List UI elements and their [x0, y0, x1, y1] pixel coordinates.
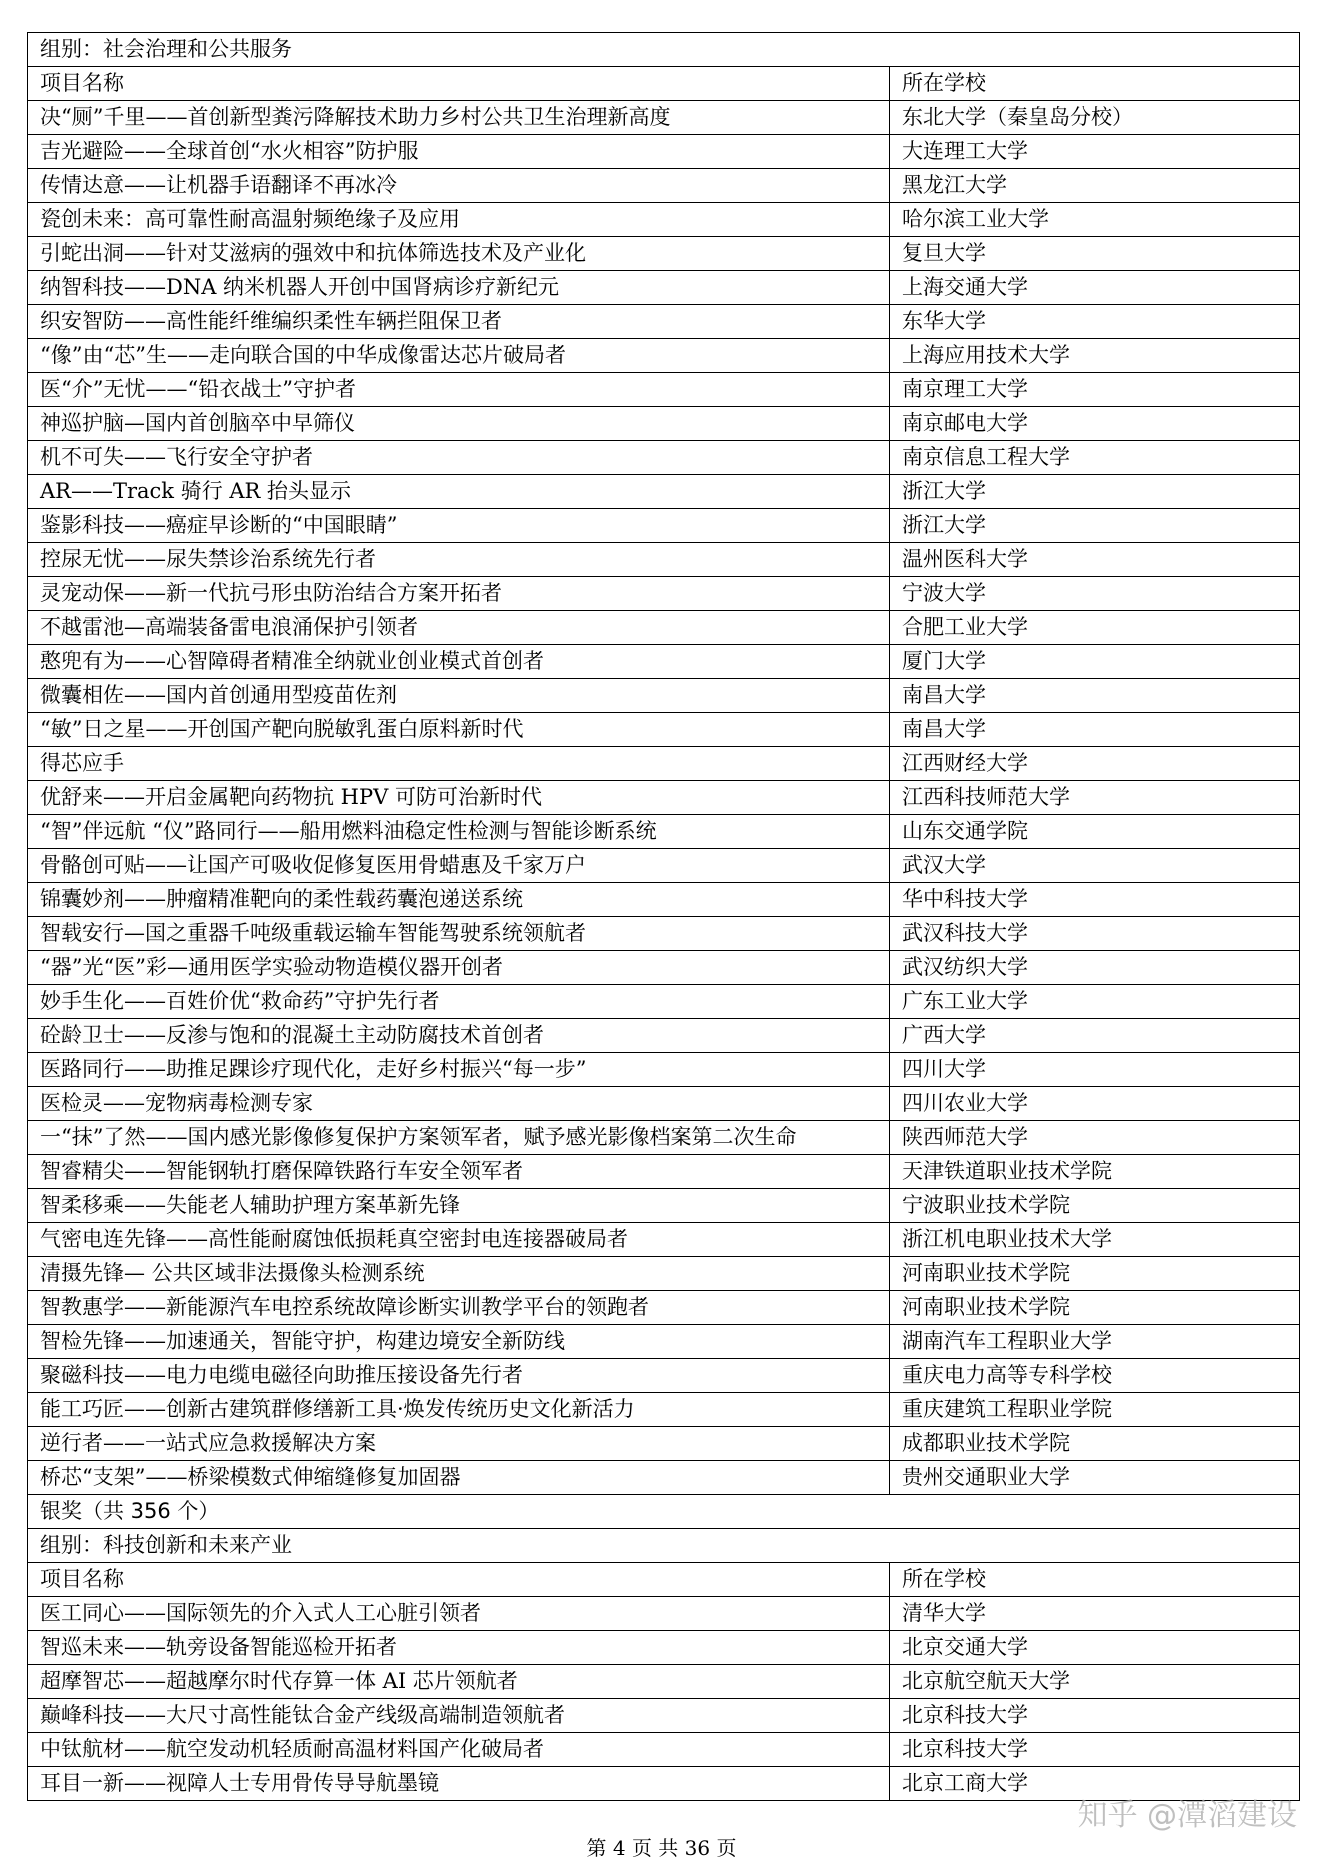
- project-name-cell: 医工同心——国际领先的介入式人工心脏引领者: [28, 1597, 890, 1631]
- school-name-cell: 南京理工大学: [890, 373, 1300, 407]
- school-name-cell: 宁波大学: [890, 577, 1300, 611]
- school-name-cell: 广东工业大学: [890, 985, 1300, 1019]
- school-name-cell: 山东交通学院: [890, 815, 1300, 849]
- project-name-cell: 控尿无忧——尿失禁诊治系统先行者: [28, 543, 890, 577]
- table-row: [28, 883, 1300, 917]
- table-row: [28, 917, 1300, 951]
- project-name-cell: 气密电连先锋——高性能耐腐蚀低损耗真空密封电连接器破局者: [28, 1223, 890, 1257]
- table-row: [28, 747, 1300, 781]
- school-name-cell: 河南职业技术学院: [890, 1291, 1300, 1325]
- school-name-cell: 北京工商大学: [890, 1767, 1300, 1801]
- table-row: [28, 577, 1300, 611]
- school-name-cell: 陕西师范大学: [890, 1121, 1300, 1155]
- table-row: [28, 679, 1300, 713]
- project-name-cell: “像”由“芯”生——走向联合国的中华成像雷达芯片破局者: [28, 339, 890, 373]
- project-name-cell: “智”伴远航 “仪”路同行——船用燃料油稳定性检测与智能诊断系统: [28, 815, 890, 849]
- table-row: [28, 1053, 1300, 1087]
- table-row: [28, 1223, 1300, 1257]
- page-number-footer: 第 4 页 共 36 页: [586, 1836, 737, 1860]
- project-name-cell: AR——Track 骑行 AR 抬头显示: [28, 475, 890, 509]
- school-name-cell: 大连理工大学: [890, 135, 1300, 169]
- project-name-cell: 医路同行——助推足踝诊疗现代化，走好乡村振兴“每一步”: [28, 1053, 890, 1087]
- table-row: [28, 1121, 1300, 1155]
- project-name-cell: 憨兜有为——心智障碍者精准全纳就业创业模式首创者: [28, 645, 890, 679]
- table-row: [28, 1631, 1300, 1665]
- table-row: [28, 237, 1300, 271]
- school-name-cell: 南昌大学: [890, 679, 1300, 713]
- award-list-page: [27, 32, 1299, 1801]
- project-name-cell: 智载安行—国之重器千吨级重载运输车智能驾驶系统领航者: [28, 917, 890, 951]
- table-row: [28, 101, 1300, 135]
- column-header-school: 所在学校: [890, 67, 1300, 101]
- table-row: [28, 169, 1300, 203]
- project-name-cell: 微囊相佐——国内首创通用型疫苗佐剂: [28, 679, 890, 713]
- table-row: [28, 1189, 1300, 1223]
- table-row: [28, 1257, 1300, 1291]
- group-label: 组别：社会治理和公共服务: [28, 33, 1300, 67]
- table-row: [28, 407, 1300, 441]
- project-name-cell: 耳目一新——视障人士专用骨传导导航墨镜: [28, 1767, 890, 1801]
- school-name-cell: 哈尔滨工业大学: [890, 203, 1300, 237]
- project-name-cell: 机不可失——飞行安全守护者: [28, 441, 890, 475]
- table-row: [28, 339, 1300, 373]
- table-row: [28, 611, 1300, 645]
- table-row: [28, 1155, 1300, 1189]
- project-name-cell: 超摩智芯——超越摩尔时代存算一体 AI 芯片领航者: [28, 1665, 890, 1699]
- school-name-cell: 黑龙江大学: [890, 169, 1300, 203]
- school-name-cell: 温州医科大学: [890, 543, 1300, 577]
- project-name-cell: 织安智防——高性能纤维编织柔性车辆拦阻保卫者: [28, 305, 890, 339]
- project-name-cell: 智教惠学——新能源汽车电控系统故障诊断实训教学平台的领跑者: [28, 1291, 890, 1325]
- table-row: [28, 815, 1300, 849]
- project-name-cell: 一“抹”了然——国内感光影像修复保护方案领军者，赋予感光影像档案第二次生命: [28, 1121, 890, 1155]
- school-name-cell: 上海应用技术大学: [890, 339, 1300, 373]
- school-name-cell: 厦门大学: [890, 645, 1300, 679]
- school-name-cell: 南京邮电大学: [890, 407, 1300, 441]
- school-name-cell: 清华大学: [890, 1597, 1300, 1631]
- group-row-social-governance: [28, 33, 1300, 67]
- table-row: [28, 1733, 1300, 1767]
- project-name-cell: 吉光避险——全球首创“水火相容”防护服: [28, 135, 890, 169]
- school-name-cell: 东北大学（秦皇岛分校）: [890, 101, 1300, 135]
- table-row: [28, 951, 1300, 985]
- school-name-cell: 广西大学: [890, 1019, 1300, 1053]
- project-name-cell: 医“介”无忧——“铅衣战士”守护者: [28, 373, 890, 407]
- project-name-cell: 智巡未来——轨旁设备智能巡检开拓者: [28, 1631, 890, 1665]
- school-name-cell: 上海交通大学: [890, 271, 1300, 305]
- project-name-cell: 砼龄卫士——反渗与饱和的混凝土主动防腐技术首创者: [28, 1019, 890, 1053]
- table-row: [28, 985, 1300, 1019]
- table-row: [28, 713, 1300, 747]
- watermark: 知乎 @潭滔建设: [1077, 1798, 1297, 1833]
- column-header-project: 项目名称: [28, 1563, 890, 1597]
- group-row-tech-innovation: [28, 1529, 1300, 1563]
- school-name-cell: 东华大学: [890, 305, 1300, 339]
- school-name-cell: 南京信息工程大学: [890, 441, 1300, 475]
- school-name-cell: 四川大学: [890, 1053, 1300, 1087]
- project-name-cell: 智检先锋——加速通关，智能守护，构建边境安全新防线: [28, 1325, 890, 1359]
- project-name-cell: 纳智科技——DNA 纳米机器人开创中国肾病诊疗新纪元: [28, 271, 890, 305]
- table-row: [28, 645, 1300, 679]
- table-row: [28, 1019, 1300, 1053]
- table-row: [28, 1699, 1300, 1733]
- table-row: [28, 1291, 1300, 1325]
- school-name-cell: 北京科技大学: [890, 1699, 1300, 1733]
- school-name-cell: 江西财经大学: [890, 747, 1300, 781]
- project-name-cell: 医检灵——宠物病毒检测专家: [28, 1087, 890, 1121]
- school-name-cell: 成都职业技术学院: [890, 1427, 1300, 1461]
- school-name-cell: 浙江大学: [890, 475, 1300, 509]
- table-row: [28, 1597, 1300, 1631]
- table-row: [28, 781, 1300, 815]
- project-name-cell: 能工巧匠——创新古建筑群修缮新工具·焕发传统历史文化新活力: [28, 1393, 890, 1427]
- table-row: [28, 509, 1300, 543]
- column-header-project: 项目名称: [28, 67, 890, 101]
- table-row: [28, 203, 1300, 237]
- school-name-cell: 北京航空航天大学: [890, 1665, 1300, 1699]
- school-name-cell: 贵州交通职业大学: [890, 1461, 1300, 1495]
- project-name-cell: 决“厕”千里——首创新型粪污降解技术助力乡村公共卫生治理新高度: [28, 101, 890, 135]
- project-name-cell: 逆行者——一站式应急救援解决方案: [28, 1427, 890, 1461]
- project-name-cell: 智柔移乘——失能老人辅助护理方案革新先锋: [28, 1189, 890, 1223]
- school-name-cell: 武汉纺织大学: [890, 951, 1300, 985]
- table-row: [28, 135, 1300, 169]
- school-name-cell: 南昌大学: [890, 713, 1300, 747]
- project-name-cell: “器”光“医”彩—通用医学实验动物造模仪器开创者: [28, 951, 890, 985]
- project-name-cell: “敏”日之星——开创国产靶向脱敏乳蛋白原料新时代: [28, 713, 890, 747]
- school-name-cell: 北京科技大学: [890, 1733, 1300, 1767]
- school-name-cell: 湖南汽车工程职业大学: [890, 1325, 1300, 1359]
- table-row: [28, 1393, 1300, 1427]
- project-name-cell: 传情达意——让机器手语翻译不再冰冷: [28, 169, 890, 203]
- school-name-cell: 武汉科技大学: [890, 917, 1300, 951]
- table-row: [28, 271, 1300, 305]
- school-name-cell: 四川农业大学: [890, 1087, 1300, 1121]
- project-name-cell: 鉴影科技——癌症早诊断的“中国眼睛”: [28, 509, 890, 543]
- school-name-cell: 华中科技大学: [890, 883, 1300, 917]
- project-name-cell: 聚磁科技——电力电缆电磁径向助推压接设备先行者: [28, 1359, 890, 1393]
- project-name-cell: 优舒来——开启金属靶向药物抗 HPV 可防可治新时代: [28, 781, 890, 815]
- column-header-school: 所在学校: [890, 1563, 1300, 1597]
- table-row: [28, 373, 1300, 407]
- table-row: [28, 441, 1300, 475]
- project-name-cell: 锦囊妙剂——肿瘤精准靶向的柔性载药囊泡递送系统: [28, 883, 890, 917]
- project-name-cell: 得芯应手: [28, 747, 890, 781]
- table-row: [28, 1325, 1300, 1359]
- project-name-cell: 清摄先锋— 公共区域非法摄像头检测系统: [28, 1257, 890, 1291]
- table-row: [28, 305, 1300, 339]
- school-name-cell: 河南职业技术学院: [890, 1257, 1300, 1291]
- table-row: [28, 1665, 1300, 1699]
- project-name-cell: 巅峰科技——大尺寸高性能钛合金产线级高端制造领航者: [28, 1699, 890, 1733]
- school-name-cell: 天津铁道职业技术学院: [890, 1155, 1300, 1189]
- project-name-cell: 妙手生化——百姓价优“救命药”守护先行者: [28, 985, 890, 1019]
- medal-label: 银奖（共 356 个）: [28, 1495, 1300, 1529]
- table-row: [28, 475, 1300, 509]
- table-row: [28, 1359, 1300, 1393]
- project-name-cell: 灵宠动保——新一代抗弓形虫防治结合方案开拓者: [28, 577, 890, 611]
- medal-row-silver: [28, 1495, 1300, 1529]
- project-name-cell: 中钛航材——航空发动机轻质耐高温材料国产化破局者: [28, 1733, 890, 1767]
- school-name-cell: 重庆电力高等专科学校: [890, 1359, 1300, 1393]
- table-row: [28, 849, 1300, 883]
- project-name-cell: 引蛇出洞——针对艾滋病的强效中和抗体筛选技术及产业化: [28, 237, 890, 271]
- school-name-cell: 复旦大学: [890, 237, 1300, 271]
- project-name-cell: 智睿精尖——智能钢轨打磨保障铁路行车安全领军者: [28, 1155, 890, 1189]
- project-name-cell: 不越雷池—高端装备雷电浪涌保护引领者: [28, 611, 890, 645]
- group-label: 组别：科技创新和未来产业: [28, 1529, 1300, 1563]
- table-row: [28, 1427, 1300, 1461]
- school-name-cell: 江西科技师范大学: [890, 781, 1300, 815]
- award-table: [27, 32, 1300, 1801]
- school-name-cell: 浙江大学: [890, 509, 1300, 543]
- school-name-cell: 重庆建筑工程职业学院: [890, 1393, 1300, 1427]
- header-row: [28, 1563, 1300, 1597]
- table-row: [28, 1461, 1300, 1495]
- school-name-cell: 武汉大学: [890, 849, 1300, 883]
- project-name-cell: 瓷创未来：高可靠性耐高温射频绝缘子及应用: [28, 203, 890, 237]
- header-row: [28, 67, 1300, 101]
- project-name-cell: 桥芯“支架”——桥梁模数式伸缩缝修复加固器: [28, 1461, 890, 1495]
- school-name-cell: 浙江机电职业技术大学: [890, 1223, 1300, 1257]
- table-row: [28, 1087, 1300, 1121]
- project-name-cell: 骨骼创可贴——让国产可吸收促修复医用骨蜡惠及千家万户: [28, 849, 890, 883]
- project-name-cell: 神巡护脑—国内首创脑卒中早筛仪: [28, 407, 890, 441]
- table-row: [28, 543, 1300, 577]
- school-name-cell: 合肥工业大学: [890, 611, 1300, 645]
- school-name-cell: 宁波职业技术学院: [890, 1189, 1300, 1223]
- school-name-cell: 北京交通大学: [890, 1631, 1300, 1665]
